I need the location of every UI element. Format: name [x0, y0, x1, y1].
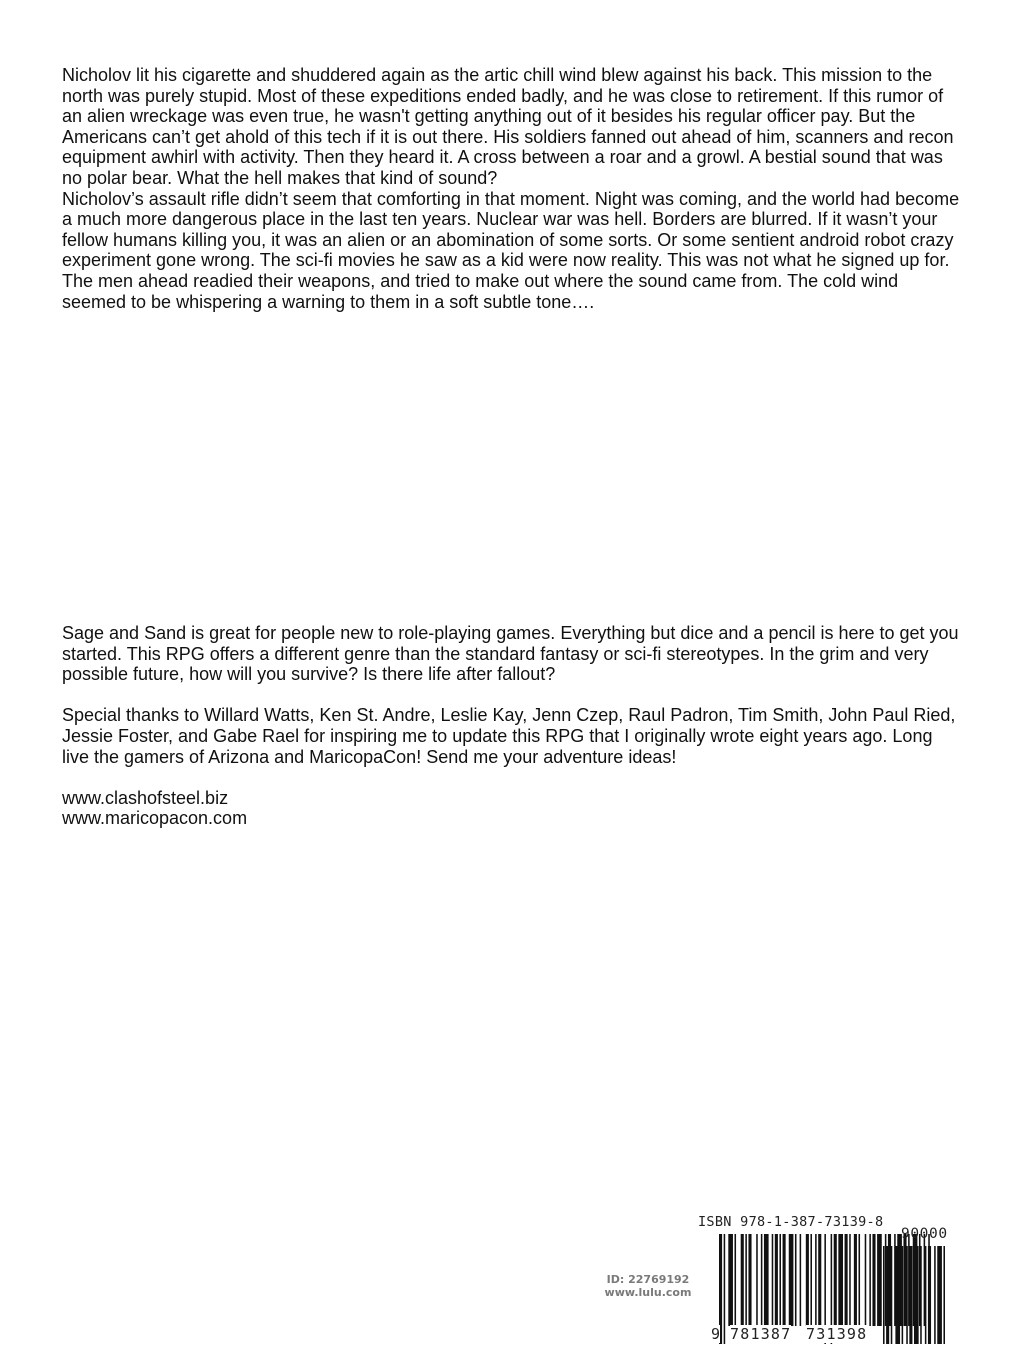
back-cover-blurb [62, 623, 962, 850]
isbn-label: ISBN 978-1-387-73139-8 [698, 1214, 884, 1230]
story-paragraph-1: Nicholov lit his cigarette and shuddered again as the artic chill wind blew against his back. This mission to the north was purely stupid. Most of these expeditions ended badly, and he was close to retirement. If this rumor of an alien wreckage was even true, he wasn't getting anything out of it besides his regular officer pay. But the Americans can’t get ahold of this tech if it is out there. His soldiers fanned out ahead of him, scanners and recon equipment awhirl with activity. Then they heard it. A cross between a roar and a growl. A bestial sound that was no polar bear. What the hell makes that kind of sound? [62, 65, 954, 188]
website-link-clashofsteel[interactable]: www.clashofsteel.biz [62, 787, 229, 808]
story-text [62, 65, 962, 312]
lulu-url: www.lulu.com [604, 1286, 692, 1299]
blurb-paragraph-2: Special thanks to Willard Watts, Ken St. Andre, Leslie Kay, Jenn Czep, Raul Padron, Tim Smith, John Paul Ried, Jessie Foster, and Gabe Rael for inspiring me to update this RPG that I originally wrote eight years ago. Long live the gamers of Arizona and MaricopaCon! Send me your adventure ideas! [62, 705, 956, 767]
price-code: 90000 [901, 1226, 948, 1242]
barcode-right-digits: 731398 [806, 1325, 868, 1343]
lulu-id: ID: 22769192 [606, 1273, 690, 1286]
barcode-left-digits: 781387 [730, 1325, 792, 1343]
website-link-maricopacon[interactable]: www.maricopacon.com [62, 808, 248, 829]
lulu-imprint [596, 1273, 700, 1299]
barcode-lead-digit: 9 [711, 1325, 721, 1343]
website-links [62, 788, 962, 829]
isbn-barcode [697, 1214, 965, 1350]
blurb-paragraph-1: Sage and Sand is great for people new to role-playing games. Everything but dice and a pencil is here to get you started. This RPG offers a different genre than the standard fantasy or sci-fi stereotypes. In the grim and very possible future, how will you survive? Is there life after fallout? [62, 623, 959, 685]
story-paragraph-2: Nicholov’s assault rifle didn’t seem that comforting in that moment. Night was coming, and the world had become a much more dangerous place in the last ten years. Nuclear war was hell. Borders are blurred. If it wasn’t your fellow humans killing you, it was an alien or an abomination of some sorts. Or some sentient android robot crazy experiment gone wrong. The sci-fi movies he saw as a kid were now reality. This was not what he signed up for. The men ahead readied their weapons, and tried to make out where the sound came from. The cold wind seemed to be whispering a warning to them in a soft subtle tone…. [62, 188, 960, 312]
